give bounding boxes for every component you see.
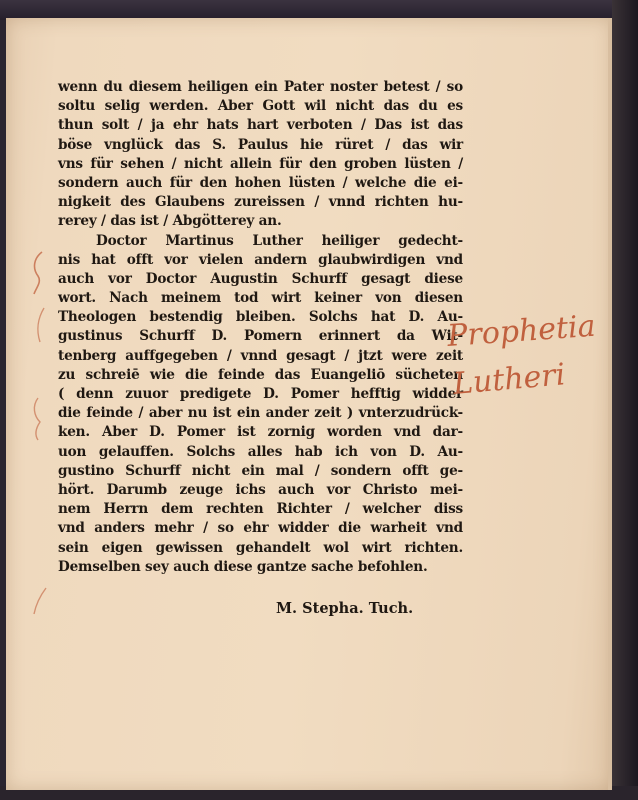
book-page bbox=[6, 18, 612, 790]
text-line: ken. Aber D. Pomer ist zornig worden vnd dar- bbox=[58, 424, 463, 441]
annotation-line-1: Prophetia bbox=[446, 308, 597, 354]
text-line: thun solt / ja ehr hats hart verboten / Das ist das bbox=[58, 117, 463, 134]
text-line: Theologen bestendig bleiben. Solchs hat D. Au- bbox=[58, 309, 463, 326]
text-line: rerey / das ist / Abgötterey an. bbox=[58, 213, 282, 230]
text-line: uon gelauffen. Solchs alles hab ich von D. Au- bbox=[58, 443, 463, 460]
text-line: böse vnglück das S. Paulus hie rüret / das wir bbox=[58, 136, 463, 153]
text-line: zu schreiē wie die feinde das Euangeliō sücheten bbox=[58, 366, 463, 383]
author-signature: M. Stepha. Tuch. bbox=[276, 600, 414, 617]
text-line: hört. Darumb zeuge ichs auch vor Christo mei- bbox=[58, 481, 463, 498]
text-line: wenn du diesem heiligen ein Pater noster betest / so bbox=[58, 79, 463, 95]
text-line: sondern auch für den hohen lüsten / welche die ei- bbox=[58, 174, 463, 191]
cover-right-edge bbox=[612, 0, 638, 800]
text-line: soltu selig werden. Aber Gott wil nicht das du es bbox=[58, 98, 463, 115]
cover-top-edge bbox=[0, 0, 638, 20]
text-line: auch vor Doctor Augustin Schurff gesagt diese bbox=[58, 270, 463, 287]
margin-bracket-mark bbox=[24, 248, 54, 618]
text-line: Demselben sey auch diese gantze sache befohlen. bbox=[58, 558, 428, 575]
text-line: wort. Nach meinem tod wirt keiner von diesen bbox=[58, 290, 463, 307]
text-line: nigkeit des Glaubens zureissen / vnnd richten hu- bbox=[58, 194, 463, 211]
text-line: nem Herrn dem rechten Richter / welcher diss bbox=[58, 501, 463, 518]
text-line: die feinde / aber nu ist ein ander zeit ) vnterzudrück- bbox=[58, 405, 463, 422]
body-text bbox=[58, 78, 463, 577]
handwritten-annotation bbox=[446, 306, 606, 416]
text-line: vnd anders mehr / so ehr widder die warheit vnd bbox=[58, 520, 463, 537]
annotation-ink bbox=[446, 306, 606, 416]
annotation-line-2: Lutheri bbox=[451, 357, 567, 402]
page-edge bbox=[608, 18, 612, 790]
text-line: gustinus Schurff D. Pomern erinnert da Wit- bbox=[58, 328, 463, 345]
text-line: tenberg auffgegeben / vnnd gesagt / jtzt were zeit bbox=[58, 347, 463, 364]
text-line: nis hat offt vor vielen andern glaubwirdigen vnd bbox=[58, 251, 463, 268]
text-line: sein eigen gewissen gehandelt wol wirt richten. bbox=[58, 539, 463, 556]
text-line: Doctor Martinus Luther heiliger gedecht- bbox=[96, 232, 463, 249]
text-line: ( denn zuuor predigete D. Pomer hefftig widder bbox=[58, 386, 463, 402]
text-line: vns für sehen / nicht allein für den groben lüsten / bbox=[58, 155, 463, 172]
text-line: gustino Schurff nicht ein mal / sondern offt ge- bbox=[58, 462, 463, 479]
